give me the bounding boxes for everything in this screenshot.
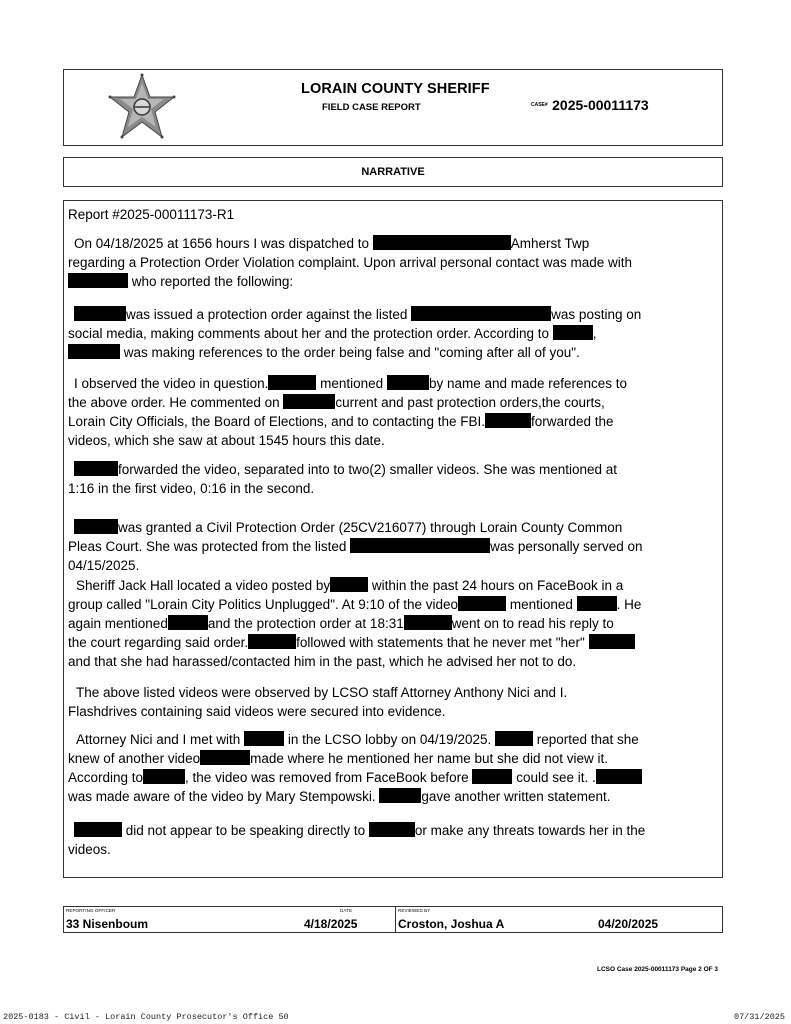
review-date: 04/20/2025: [598, 917, 659, 931]
text-segment: ,: [592, 326, 597, 341]
text-line: [68, 556, 713, 575]
text-line: [68, 633, 713, 652]
redaction-block: [387, 375, 429, 390]
text-segment: 04/15/2025.: [68, 558, 140, 573]
text-segment: mentioned: [316, 376, 387, 391]
text-segment: followed with statements that he never met "her": [296, 635, 589, 650]
redaction-block: [472, 769, 512, 784]
redaction-block: [577, 596, 617, 611]
narrative-paragraph: [68, 576, 713, 671]
text-segment: According to: [68, 770, 144, 785]
redaction-block: [495, 731, 533, 746]
redaction-block: [369, 822, 415, 837]
redaction-block: [248, 634, 296, 649]
redaction-block: [74, 461, 118, 476]
text-segment: was personally served on: [490, 539, 643, 554]
text-segment: The above listed videos were observed by LCSO staff Attorney Anthony Nici and I.: [76, 685, 568, 700]
redaction-block: [74, 519, 118, 534]
narrative-paragraph: [68, 305, 713, 362]
redaction-block: [168, 615, 208, 630]
report-date: 4/18/2025: [304, 917, 358, 931]
text-line: [68, 253, 713, 272]
text-line: [68, 518, 713, 537]
text-segment: social media, making comments about her and the protection order. According to: [68, 326, 553, 341]
text-line: [68, 393, 713, 412]
redaction-block: [379, 788, 421, 803]
text-segment: did not appear to be speaking directly to: [122, 823, 369, 838]
text-line: [68, 683, 713, 702]
text-segment: the above order. He commented on: [68, 395, 284, 410]
text-line: [68, 652, 713, 671]
report-header: [63, 69, 723, 146]
text-segment: videos.: [68, 842, 111, 857]
text-line: [68, 787, 713, 806]
text-segment: Attorney Nici and I met with: [76, 732, 245, 747]
reviewed-by: Croston, Joshua A: [398, 917, 505, 931]
footer-document-id: 2025-0183 - Civil - Lorain County Prosecutor's Office 50: [3, 1012, 289, 1022]
text-segment: or make any threats towards her in the: [414, 823, 646, 838]
text-line: [68, 324, 713, 343]
text-segment: Amherst Twp: [510, 236, 590, 251]
text-segment: in the LCSO lobby on 04/19/2025.: [284, 732, 495, 747]
redaction-block: [350, 538, 490, 553]
text-line: [68, 749, 713, 768]
narrative-paragraph: [68, 234, 713, 291]
text-segment: the court regarding said order.: [68, 635, 249, 650]
section-header: [63, 157, 723, 187]
text-segment: . He: [616, 597, 642, 612]
text-line: [68, 821, 713, 840]
text-segment: by name and made references to: [428, 376, 628, 391]
text-line: [68, 374, 713, 393]
text-line: [68, 234, 713, 253]
redaction-block: [596, 769, 642, 784]
text-line: [68, 595, 713, 614]
text-line: [68, 576, 713, 595]
text-line: [68, 479, 713, 498]
reporting-officer: 33 Nisenboum: [66, 917, 149, 931]
text-line: [68, 412, 713, 431]
text-segment: On 04/18/2025 at 1656 hours I was dispatched to: [74, 236, 373, 251]
text-line: [68, 840, 713, 859]
signature-divider: [395, 907, 396, 932]
redaction-block: [283, 394, 335, 409]
text-segment: mentioned: [506, 597, 577, 612]
text-segment: made where he mentioned her name but she did not view it.: [250, 751, 609, 766]
date-label: DATE: [340, 908, 353, 913]
redaction-block: [404, 615, 452, 630]
redaction-block: [411, 306, 551, 321]
redaction-block: [268, 375, 316, 390]
text-line: [68, 614, 713, 633]
narrative-paragraph: [68, 730, 713, 806]
text-line: [68, 431, 713, 450]
text-segment: was granted a Civil Protection Order (25CV216077) through Lorain County Common: [118, 520, 623, 535]
reporting-officer-label: REPORTING OFFICER: [66, 908, 116, 913]
case-label: CASE#: [531, 101, 548, 108]
text-segment: and that she had harassed/contacted him in the past, which he advised her not to do.: [68, 654, 577, 669]
text-segment: was issued a protection order against the listed: [126, 307, 412, 322]
text-line: [68, 305, 713, 324]
text-segment: Sheriff Jack Hall located a video posted by: [76, 578, 331, 593]
text-segment: again mentioned: [68, 616, 168, 631]
narrative-paragraph: [68, 460, 713, 498]
narrative-paragraph: [68, 374, 713, 450]
text-segment: current and past protection orders,the courts,: [335, 395, 605, 410]
text-segment: was posting on: [551, 307, 642, 322]
narrative-paragraph: [68, 683, 713, 721]
text-line: [68, 343, 713, 362]
text-segment: was made aware of the video by Mary Stempowski.: [68, 789, 380, 804]
text-segment: videos, which she saw at about 1545 hours this date.: [68, 433, 385, 448]
text-segment: was making references to the order being false and "coming after all of you".: [120, 345, 580, 360]
text-line: [68, 272, 713, 291]
redaction-block: [74, 822, 122, 837]
redaction-block: [485, 413, 531, 428]
text-line: [68, 768, 713, 787]
redaction-block: [373, 235, 511, 250]
text-line: [68, 537, 713, 556]
footer-date: 07/31/2025: [733, 1012, 785, 1022]
report-type: FIELD CASE REPORT: [322, 102, 421, 113]
text-line: [68, 730, 713, 749]
redaction-block: [244, 731, 284, 746]
text-segment: who reported the following:: [128, 274, 294, 289]
narrative-body: [63, 200, 723, 878]
redaction-block: [589, 634, 635, 649]
text-segment: regarding a Protection Order Violation complaint. Upon arrival personal contact was made with: [68, 255, 633, 270]
text-segment: within the past 24 hours on FaceBook in a: [368, 578, 624, 593]
signature-block: [63, 906, 723, 933]
section-title: NARRATIVE: [361, 166, 425, 178]
agency-title: LORAIN COUNTY SHERIFF: [301, 81, 490, 97]
narrative-paragraph: [68, 821, 713, 859]
reviewed-by-label: REVIEWED BY: [398, 908, 431, 913]
page-indicator: LCSO Case 2025-00011173 Page 2 OF 3: [597, 966, 719, 973]
report-id: Report #2025-00011173-R1: [68, 207, 235, 222]
text-segment: 1:16 in the first video, 0:16 in the second.: [68, 481, 315, 496]
case-number: 2025-00011173: [552, 96, 649, 113]
narrative-paragraph: [68, 518, 713, 575]
redaction-block: [330, 577, 368, 592]
text-segment: forwarded the: [530, 414, 614, 429]
case-number-field: [531, 96, 649, 114]
text-segment: group called "Lorain City Politics Unplugged". At 9:10 of the video: [68, 597, 459, 612]
text-segment: went on to read his reply to: [451, 616, 614, 631]
redaction-block: [458, 596, 506, 611]
text-segment: Lorain City Officials, the Board of Elections, and to contacting the FBI.: [68, 414, 485, 429]
redaction-block: [200, 750, 250, 765]
text-line: [68, 702, 713, 721]
text-line: [68, 460, 713, 479]
text-segment: reported that she: [532, 732, 639, 747]
text-segment: gave another written statement.: [421, 789, 611, 804]
redaction-block: [74, 306, 126, 321]
text-segment: Flashdrives containing said videos were secured into evidence.: [68, 704, 446, 719]
redaction-block: [68, 273, 128, 288]
redaction-block: [143, 769, 185, 784]
redaction-block: [553, 325, 593, 340]
text-segment: I observed the video in question.: [74, 376, 269, 391]
text-segment: Pleas Court. She was protected from the listed: [68, 539, 351, 554]
text-segment: knew of another video: [68, 751, 201, 766]
text-segment: could see it. .: [512, 770, 596, 785]
sheriff-star-badge-icon: [106, 73, 178, 143]
text-segment: and the protection order at 18:31: [207, 616, 404, 631]
text-segment: , the video was removed from FaceBook before: [185, 770, 473, 785]
text-segment: forwarded the video, separated into to two(2) smaller videos. She was mentioned at: [118, 462, 618, 477]
redaction-block: [68, 344, 120, 359]
